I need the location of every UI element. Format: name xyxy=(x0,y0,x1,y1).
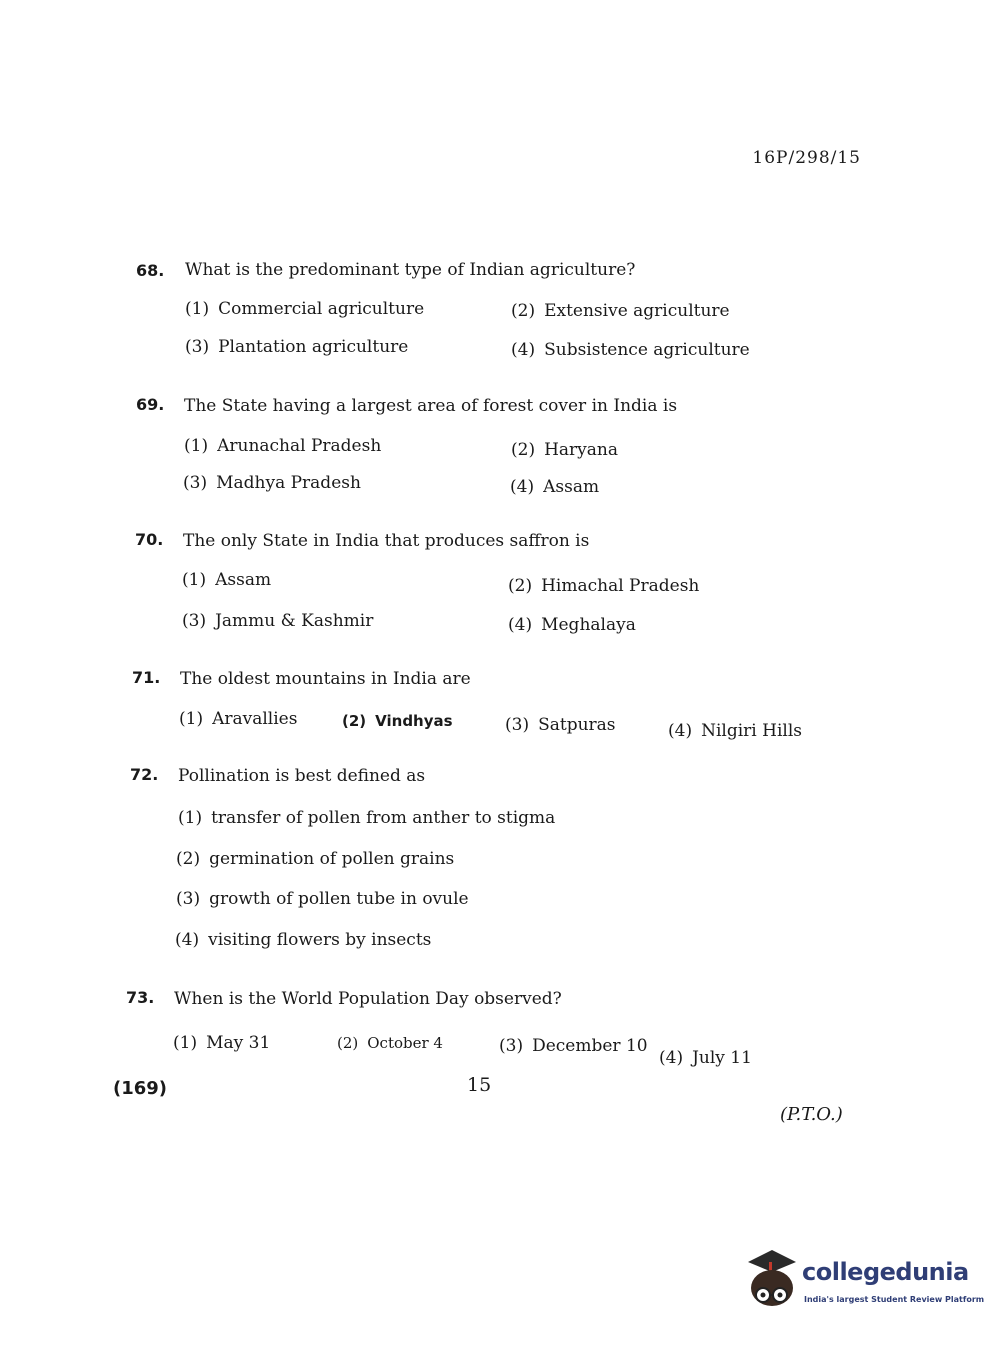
option-2: (2) October 4 xyxy=(337,1034,443,1052)
option-2: (2) germination of pollen grains xyxy=(176,849,455,869)
mascot-icon xyxy=(742,1248,800,1312)
booklet-code: (169) xyxy=(113,1078,168,1099)
option-4: (4) July 11 xyxy=(659,1048,752,1068)
option-4: (4) Meghalaya xyxy=(508,615,636,635)
question-text: What is the predominant type of Indian agriculture? xyxy=(185,260,636,280)
option-4: (4) Assam xyxy=(510,477,600,497)
question-number: 69. xyxy=(136,395,165,414)
collegedunia-watermark xyxy=(742,1248,985,1312)
brand-tagline: India's largest Student Review Platform xyxy=(804,1295,985,1304)
option-2: (2) Himachal Pradesh xyxy=(508,576,700,596)
question-number: 73. xyxy=(126,988,155,1007)
option-1: (1) transfer of pollen from anther to stigma xyxy=(178,808,556,828)
option-3: (3) Satpuras xyxy=(505,715,616,735)
option-3: (3) Jammu & Kashmir xyxy=(182,611,374,631)
page-number: 15 xyxy=(467,1074,492,1096)
question-number: 70. xyxy=(135,530,164,549)
option-3: (3) December 10 xyxy=(499,1036,648,1056)
question-text: The only State in India that produces saffron is xyxy=(183,531,590,551)
option-1: (1) May 31 xyxy=(173,1033,271,1053)
option-3: (3) growth of pollen tube in ovule xyxy=(176,889,469,909)
paper-code: 16P/298/15 xyxy=(752,148,861,168)
option-1: (1) Aravallies xyxy=(179,709,298,729)
question-text: Pollination is best defined as xyxy=(178,766,426,786)
option-1: (1) Assam xyxy=(182,570,272,590)
question-number: 68. xyxy=(136,261,165,280)
option-3: (3) Madhya Pradesh xyxy=(183,473,361,493)
option-4: (4) Subsistence agriculture xyxy=(511,340,750,360)
question-text: When is the World Population Day observed? xyxy=(174,989,562,1009)
option-1: (1) Commercial agriculture xyxy=(185,299,425,319)
question-text: The State having a largest area of forest cover in India is xyxy=(184,396,678,416)
option-2: (2) Vindhyas xyxy=(342,712,453,730)
brand-name: collegedunia xyxy=(802,1258,969,1286)
please-turn-over: (P.T.O.) xyxy=(780,1104,843,1125)
option-1: (1) Arunachal Pradesh xyxy=(184,436,382,456)
question-number: 71. xyxy=(132,668,161,687)
option-2: (2) Extensive agriculture xyxy=(511,301,730,321)
option-3: (3) Plantation agriculture xyxy=(185,337,409,357)
option-4: (4) Nilgiri Hills xyxy=(668,721,802,741)
option-2: (2) Haryana xyxy=(511,440,619,460)
question-number: 72. xyxy=(130,765,159,784)
question-text: The oldest mountains in India are xyxy=(180,669,471,689)
option-4: (4) visiting flowers by insects xyxy=(175,930,432,950)
